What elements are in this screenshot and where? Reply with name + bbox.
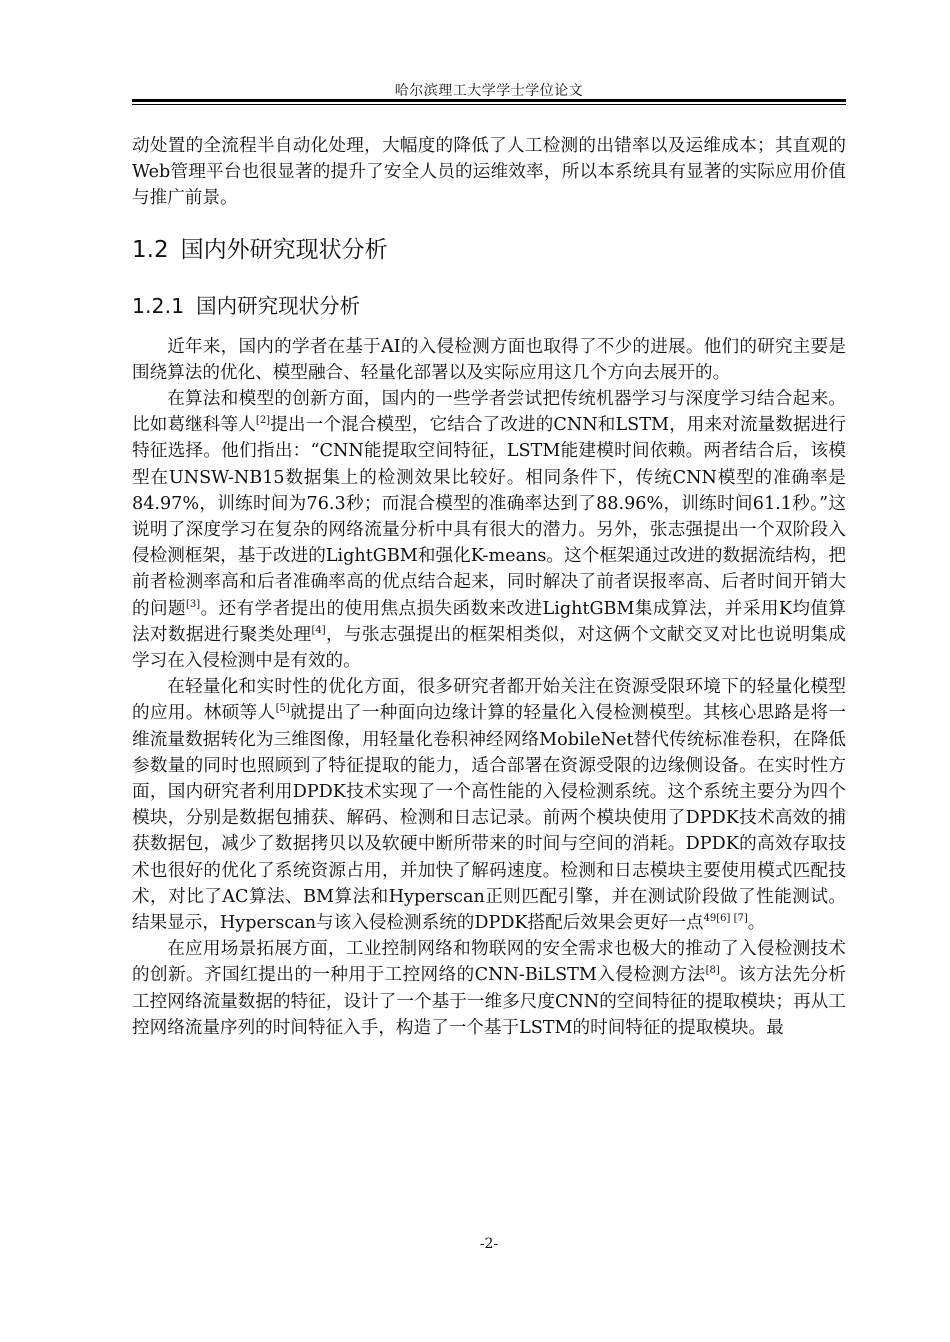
paragraph-text: 。还有学者提出的使用焦点损失函数来改进LightGBM集成算法，并采用K均值算法对数据进行聚类处理 xyxy=(132,598,846,645)
citation: [4] xyxy=(311,624,326,636)
paragraph xyxy=(132,936,846,1041)
citation: [8] xyxy=(705,965,720,977)
page-number: -2- xyxy=(479,1236,499,1252)
subsection-heading xyxy=(132,284,846,328)
citation: [3] xyxy=(186,598,201,610)
header-rule-thick xyxy=(132,99,846,102)
body-text xyxy=(132,133,846,1041)
paragraph-text: 在算法和模型的创新方面，国内的一些学者尝试把传统机器学习与深度学习结合起来。比如葛继科等人 xyxy=(132,389,846,436)
paragraph-text: 就提出了一种面向边缘计算的轻量化入侵检测模型。其核心思路是将一维流量数据转化为三维图像，用轻量化卷积神经网络MobileNet替代传统标准卷积，在降低参数量的同时也照顾到了特征提取的能力，适合部署在资源受限的边缘侧设备。在实时性方面，国内研究者利用DPDK技术实现了一个高性能的入侵检测系统。这个系统主要分为四个模块，分别是数据包捕获、解码、检测和日志记录。前两个模块使用了DPDK技术高效的捕获数据包，减少了数据拷贝以及软硬中断所带来的时间与空间的消耗。DPDK的高效存取技术也很好的优化了系统资源占用，并加快了解码速度。检测和日志模块主要使用模式匹配技术，对比了AC算法、BM算法和Hyperscan正则匹配引擎，并在测试阶段做了性能测试。结果显示，Hyperscan与该入侵检测系统的DPDK搭配后效果会更好一点 xyxy=(132,703,846,934)
header-rule-thin xyxy=(132,104,846,105)
paragraph xyxy=(132,674,846,936)
subsection-number: 1.2.1 xyxy=(132,293,185,318)
citation: [5] xyxy=(275,703,290,715)
paragraph-text: 在轻量化和实时性的优化方面，很多研究者都开始关注在资源受限环境下的轻量化模型的应用。林硕等人 xyxy=(132,677,846,724)
subsection-title: 国内研究现状分析 xyxy=(196,293,361,318)
citation: 49[6] [7] xyxy=(703,913,748,925)
paragraph-text: 。 xyxy=(747,913,766,934)
section-title: 国内外研究现状分析 xyxy=(180,236,388,263)
running-header: 哈尔滨理工大学学士学位论文 xyxy=(394,83,584,99)
paragraph-text: 在应用场景拓展方面，工业控制网络和物联网的安全需求也极大的推动了入侵检测技术的创新。齐国红提出的一种用于工控网络的CNN-BiLSTM入侵检测方法 xyxy=(132,939,846,986)
paragraph-text: ，与张志强提出的框架相类似，对这俩个文献交叉对比也说明集成学习在入侵检测中是有效的。 xyxy=(132,624,846,672)
paragraph: 近年来，国内的学者在基于AI的入侵检测方面也取得了不少的进展。他们的研究主要是围绕算法的优化、模型融合、轻量化部署以及实际应用这几个方向去展开的。 xyxy=(132,336,846,383)
section-number: 1.2 xyxy=(132,236,169,263)
section-heading xyxy=(132,226,846,274)
paragraph-text: 提出一个混合模型，它结合了改进的CNN和LSTM，用来对流量数据进行特征选择。他们指出：“CNN能提取空间特征，LSTM能建模时间依赖。两者结合后，该模型在UNSW-NB15数据集上的检测效果比较好。相同条件下，传统CNN模型的准确率是84.97%，训练时间为76.3秒；而混合模型的准确率达到了88.96%，训练时间61.1秒。”这说明了深度学习在复杂的网络流量分析中具有很大的潜力。另外，张志强提出一个双阶段入侵检测框架，基于改进的LightGBM和强化K-means。这个框架通过改进的数据流结构，把前者检测率高和后者准确率高的优点结合起来，同时解决了前者误报率高、后者时间开销大的问题 xyxy=(132,415,846,619)
citation: [2] xyxy=(255,415,271,427)
paragraph: 动处置的全流程半自动化处理，大幅度的降低了人工检测的出错率以及运维成本；其直观的Web管理平台也很显著的提升了安全人员的运维效率，所以本系统具有显著的实际应用价值与推广前景。 xyxy=(132,136,846,209)
paragraph xyxy=(132,386,846,674)
paragraph-text: 。该方法先分析工控网络流量数据的特征，设计了一个基于一维多尺度CNN的空间特征的提取模块；再从工控网络流量序列的时间特征入手，构造了一个基于LSTM的时间特征的提取模块。最 xyxy=(132,965,846,1038)
